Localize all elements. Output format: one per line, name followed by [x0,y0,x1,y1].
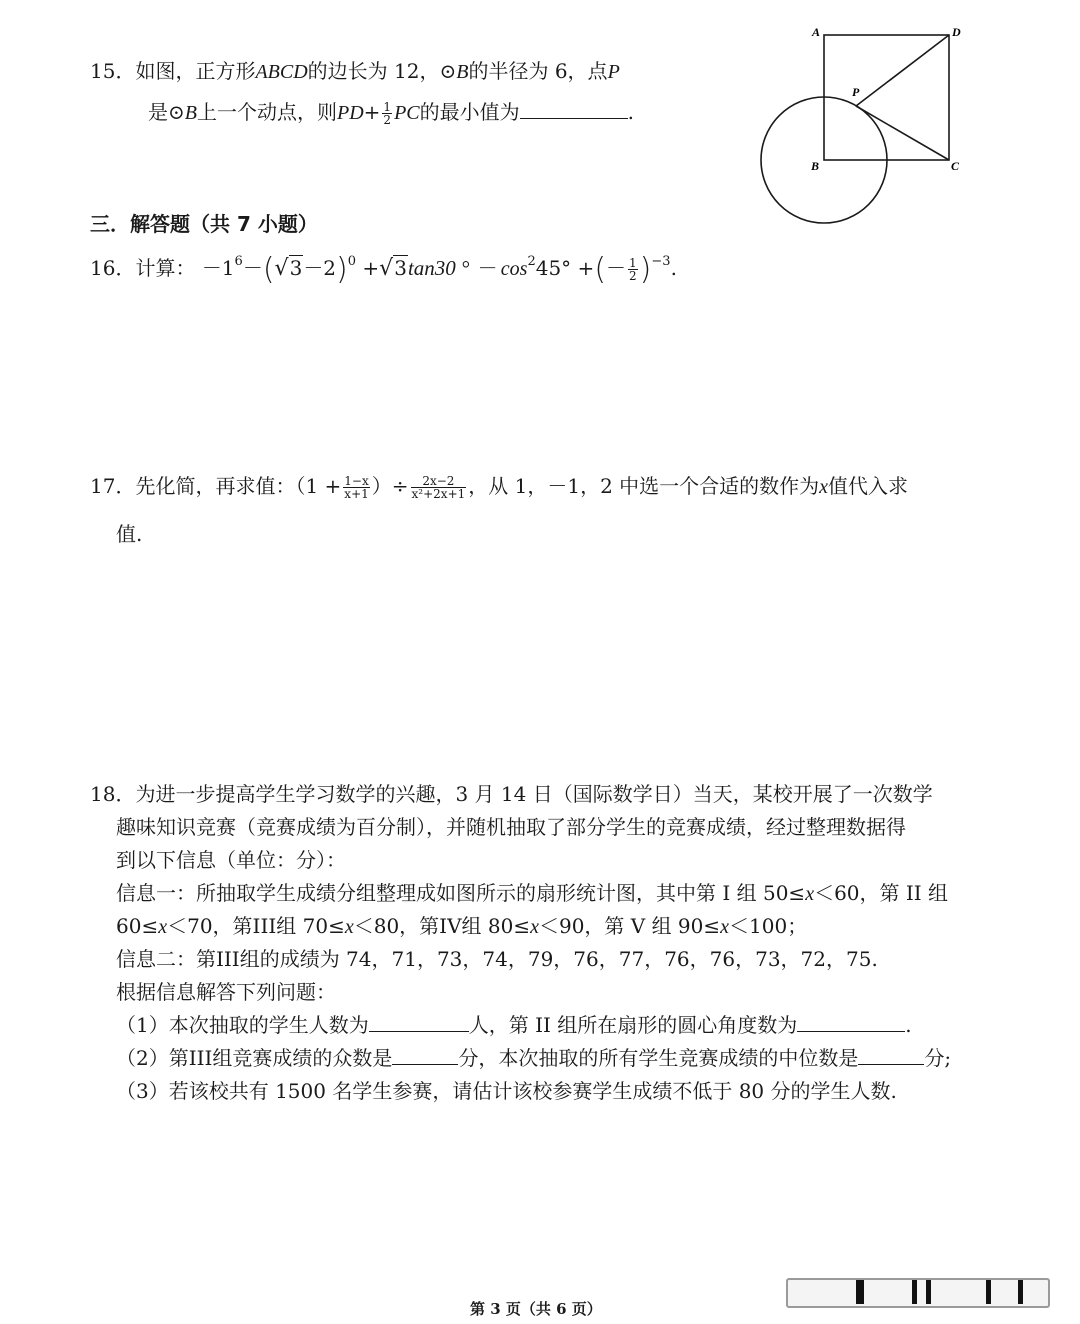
q16-line: 16．计算： $-1^6-(√3-2)^0 +√3\tan 30$ ° － $\cos^245^\circ$ +(－ $\frac{1}{2}$ )$^{-3}$. [90,252,677,287]
fraction-2: $\frac{2x-2}{\text{x²+2x+1}}$ [411,474,466,501]
q18-part3: （3）若该校共有 1500 名学生参赛，请估计该校参赛学生成绩不低于 80 分的学生人数. [116,1079,897,1103]
q18-info1: 信息一：所抽取学生成绩分组整理成如图所示的扇形统计图，其中第 I 组 50≤x＜60，第 II 组 [116,881,949,905]
section-heading: 三．解答题（共 7 小题） [90,212,318,236]
q15-line1: 15．如图，正方形ABCD的边长为 12，⊙B的半径为 6，点P [90,59,620,83]
neg-half-fraction: $\frac{1}{2}$ [629,256,637,283]
watermark-mark [1018,1280,1023,1304]
answer-blank-median[interactable] [858,1046,924,1065]
watermark-frame [786,1278,1050,1308]
q18-line3: 到以下信息（单位：分）： [116,848,346,872]
q18-part1: （1）本次抽取的学生人数为 人，第 II 组所在扇形的圆心角度数为 . [116,1013,912,1037]
watermark-logo [786,1278,1056,1304]
q15-line2: 是⊙B上一个动点，则PD+ $\frac{1}{2}$ PC的最小值为 . [148,100,634,127]
answer-blank-mode[interactable] [392,1046,458,1065]
answer-blank-angle[interactable] [797,1013,905,1032]
q18-line1: 18．为进一步提高学生学习数学的兴趣，3 月 14 日（国际数学日）当天，某校开展了一次数学 [90,782,933,806]
q18-line2: 趣味知识竞赛（竞赛成绩为百分制），并随机抽取了部分学生的竞赛成绩，经过整理数据得 [116,815,906,839]
q18-instruction: 根据信息解答下列问题： [116,980,336,1004]
sqrt-3-b: √3 [379,256,407,281]
label-c: C [951,159,960,173]
segment-pd [856,35,949,106]
watermark-mark [926,1280,931,1304]
sqrt-3: √3 [274,256,303,281]
geometry-figure [750,20,980,230]
square-abcd [824,35,949,160]
half-fraction: $\frac{1}{2}$ [383,100,392,127]
q18-part2: （2）第III组竞赛成绩的众数是 分，本次抽取的所有学生竞赛成绩的中位数是 分; [116,1046,952,1070]
q17-line1: 17．先化简，再求值：（1 + $\frac{1-x}{x+1}$ ）÷ $\frac{2x-2}{\text{x²+2x+1}}$ ，从 1，－1，2 中选一个合适的数作为x值代入求 [90,474,909,501]
label-a: A [812,25,821,39]
answer-blank-count[interactable] [369,1013,469,1032]
label-d: D [952,25,961,39]
q18-info2: 信息二：第III组的成绩为 74，71，73，74，79，76，77，76，76，73，72，75. [116,947,878,971]
watermark-mark [986,1280,991,1304]
fraction-1: $\frac{1-x}{x+1}$ [344,474,369,501]
watermark-mark [912,1280,917,1304]
label-b: B [811,159,820,173]
q17-line2: 值. [116,522,143,546]
label-p: P [852,85,860,99]
watermark-mark [856,1280,864,1304]
answer-blank[interactable] [520,100,628,119]
segment-pc [856,106,949,160]
page-footer: 第 3 页（共 6 页） [470,1300,602,1318]
q18-info1-cont: 60≤x＜70，第III组 70≤x＜80，第IV组 80≤x＜90，第 V 组 90≤x＜100； [116,914,808,938]
